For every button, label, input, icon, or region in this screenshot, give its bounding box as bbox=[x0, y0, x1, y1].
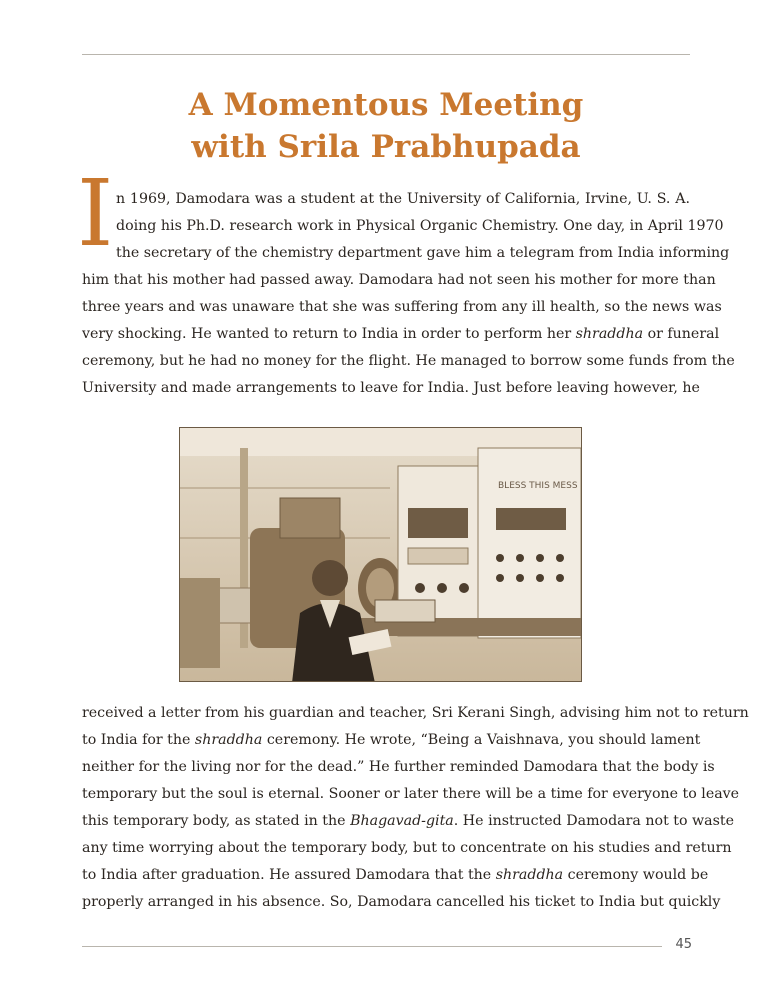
text-segment: to India for the bbox=[82, 732, 195, 748]
text-segment: doing his Ph.D. research work in Physical Organic Chemistry. One day, in April 1970 bbox=[116, 218, 724, 234]
text-segment: n 1969, Damodara was a student at the University of California, Irvine, U. S. A. bbox=[116, 191, 690, 207]
text-line bbox=[82, 213, 724, 240]
text-segment: University and made arrangements to leave for India. Just before leaving however, he bbox=[82, 380, 700, 396]
italic-term: shraddha bbox=[575, 326, 644, 342]
text-segment: very shocking. He wanted to return to India in order to perform her bbox=[82, 326, 576, 342]
text-line bbox=[82, 348, 735, 375]
text-segment: ceremony would be bbox=[563, 867, 709, 883]
text-segment: this temporary body, as stated in the bbox=[82, 813, 351, 829]
laboratory-photo bbox=[179, 427, 582, 682]
text-line bbox=[82, 862, 709, 889]
photo-illustration bbox=[180, 428, 582, 682]
text-segment: or funeral bbox=[643, 326, 720, 342]
text-line bbox=[82, 186, 690, 213]
text-line bbox=[82, 294, 722, 321]
title-line-1: A Momentous Meeting bbox=[188, 87, 584, 123]
text-line bbox=[82, 835, 732, 862]
text-segment: the secretary of the chemistry department gave him a telegram from India informing bbox=[116, 245, 730, 261]
text-line bbox=[82, 808, 735, 835]
text-line bbox=[82, 321, 720, 348]
text-segment: neither for the living nor for the dead.” He further reminded Damodara that the body is bbox=[82, 759, 715, 775]
text-segment: ceremony. He wrote, “Being a Vaishnava, you should lament bbox=[262, 732, 701, 748]
italic-term: shraddha bbox=[194, 732, 263, 748]
top-rule bbox=[82, 54, 690, 55]
text-segment: him that his mother had passed away. Damodara had not seen his mother for more than bbox=[82, 272, 716, 288]
page-number: 45 bbox=[675, 937, 692, 952]
chapter-title bbox=[82, 84, 690, 168]
paragraph-2 bbox=[82, 700, 749, 916]
text-segment: any time worrying about the temporary body, but to concentrate on his studies and return bbox=[82, 840, 732, 856]
text-line bbox=[82, 700, 749, 727]
text-line bbox=[82, 240, 730, 267]
text-segment: to India after graduation. He assured Damodara that the bbox=[82, 867, 496, 883]
text-line bbox=[82, 889, 721, 916]
paragraph-1 bbox=[82, 186, 735, 402]
italic-term: Bhagavad-gita bbox=[350, 813, 454, 829]
text-segment: temporary but the soul is eternal. Sooner or later there will be a time for everyone to leave bbox=[82, 786, 740, 802]
text-line bbox=[82, 727, 701, 754]
text-segment: properly arranged in his absence. So, Damodara cancelled his ticket to India but quickly bbox=[82, 894, 721, 910]
text-segment: . He instructed Damodara not to waste bbox=[453, 813, 735, 829]
text-line bbox=[82, 781, 740, 808]
sign-text: BLESS THIS MESS bbox=[498, 481, 578, 491]
text-segment: ceremony, but he had no money for the flight. He managed to borrow some funds from the bbox=[82, 353, 735, 369]
text-segment: received a letter from his guardian and teacher, Sri Kerani Singh, advising him not to return bbox=[82, 705, 749, 721]
text-line bbox=[82, 267, 716, 294]
bottom-rule bbox=[82, 946, 662, 947]
text-line bbox=[82, 375, 700, 402]
drop-cap: I bbox=[77, 160, 114, 267]
text-segment: three years and was unaware that she was suffering from any ill health, so the news was bbox=[82, 299, 722, 315]
text-line bbox=[82, 754, 715, 781]
title-line-2: with Srila Prabhupada bbox=[191, 129, 581, 165]
italic-term: shraddha bbox=[495, 867, 564, 883]
